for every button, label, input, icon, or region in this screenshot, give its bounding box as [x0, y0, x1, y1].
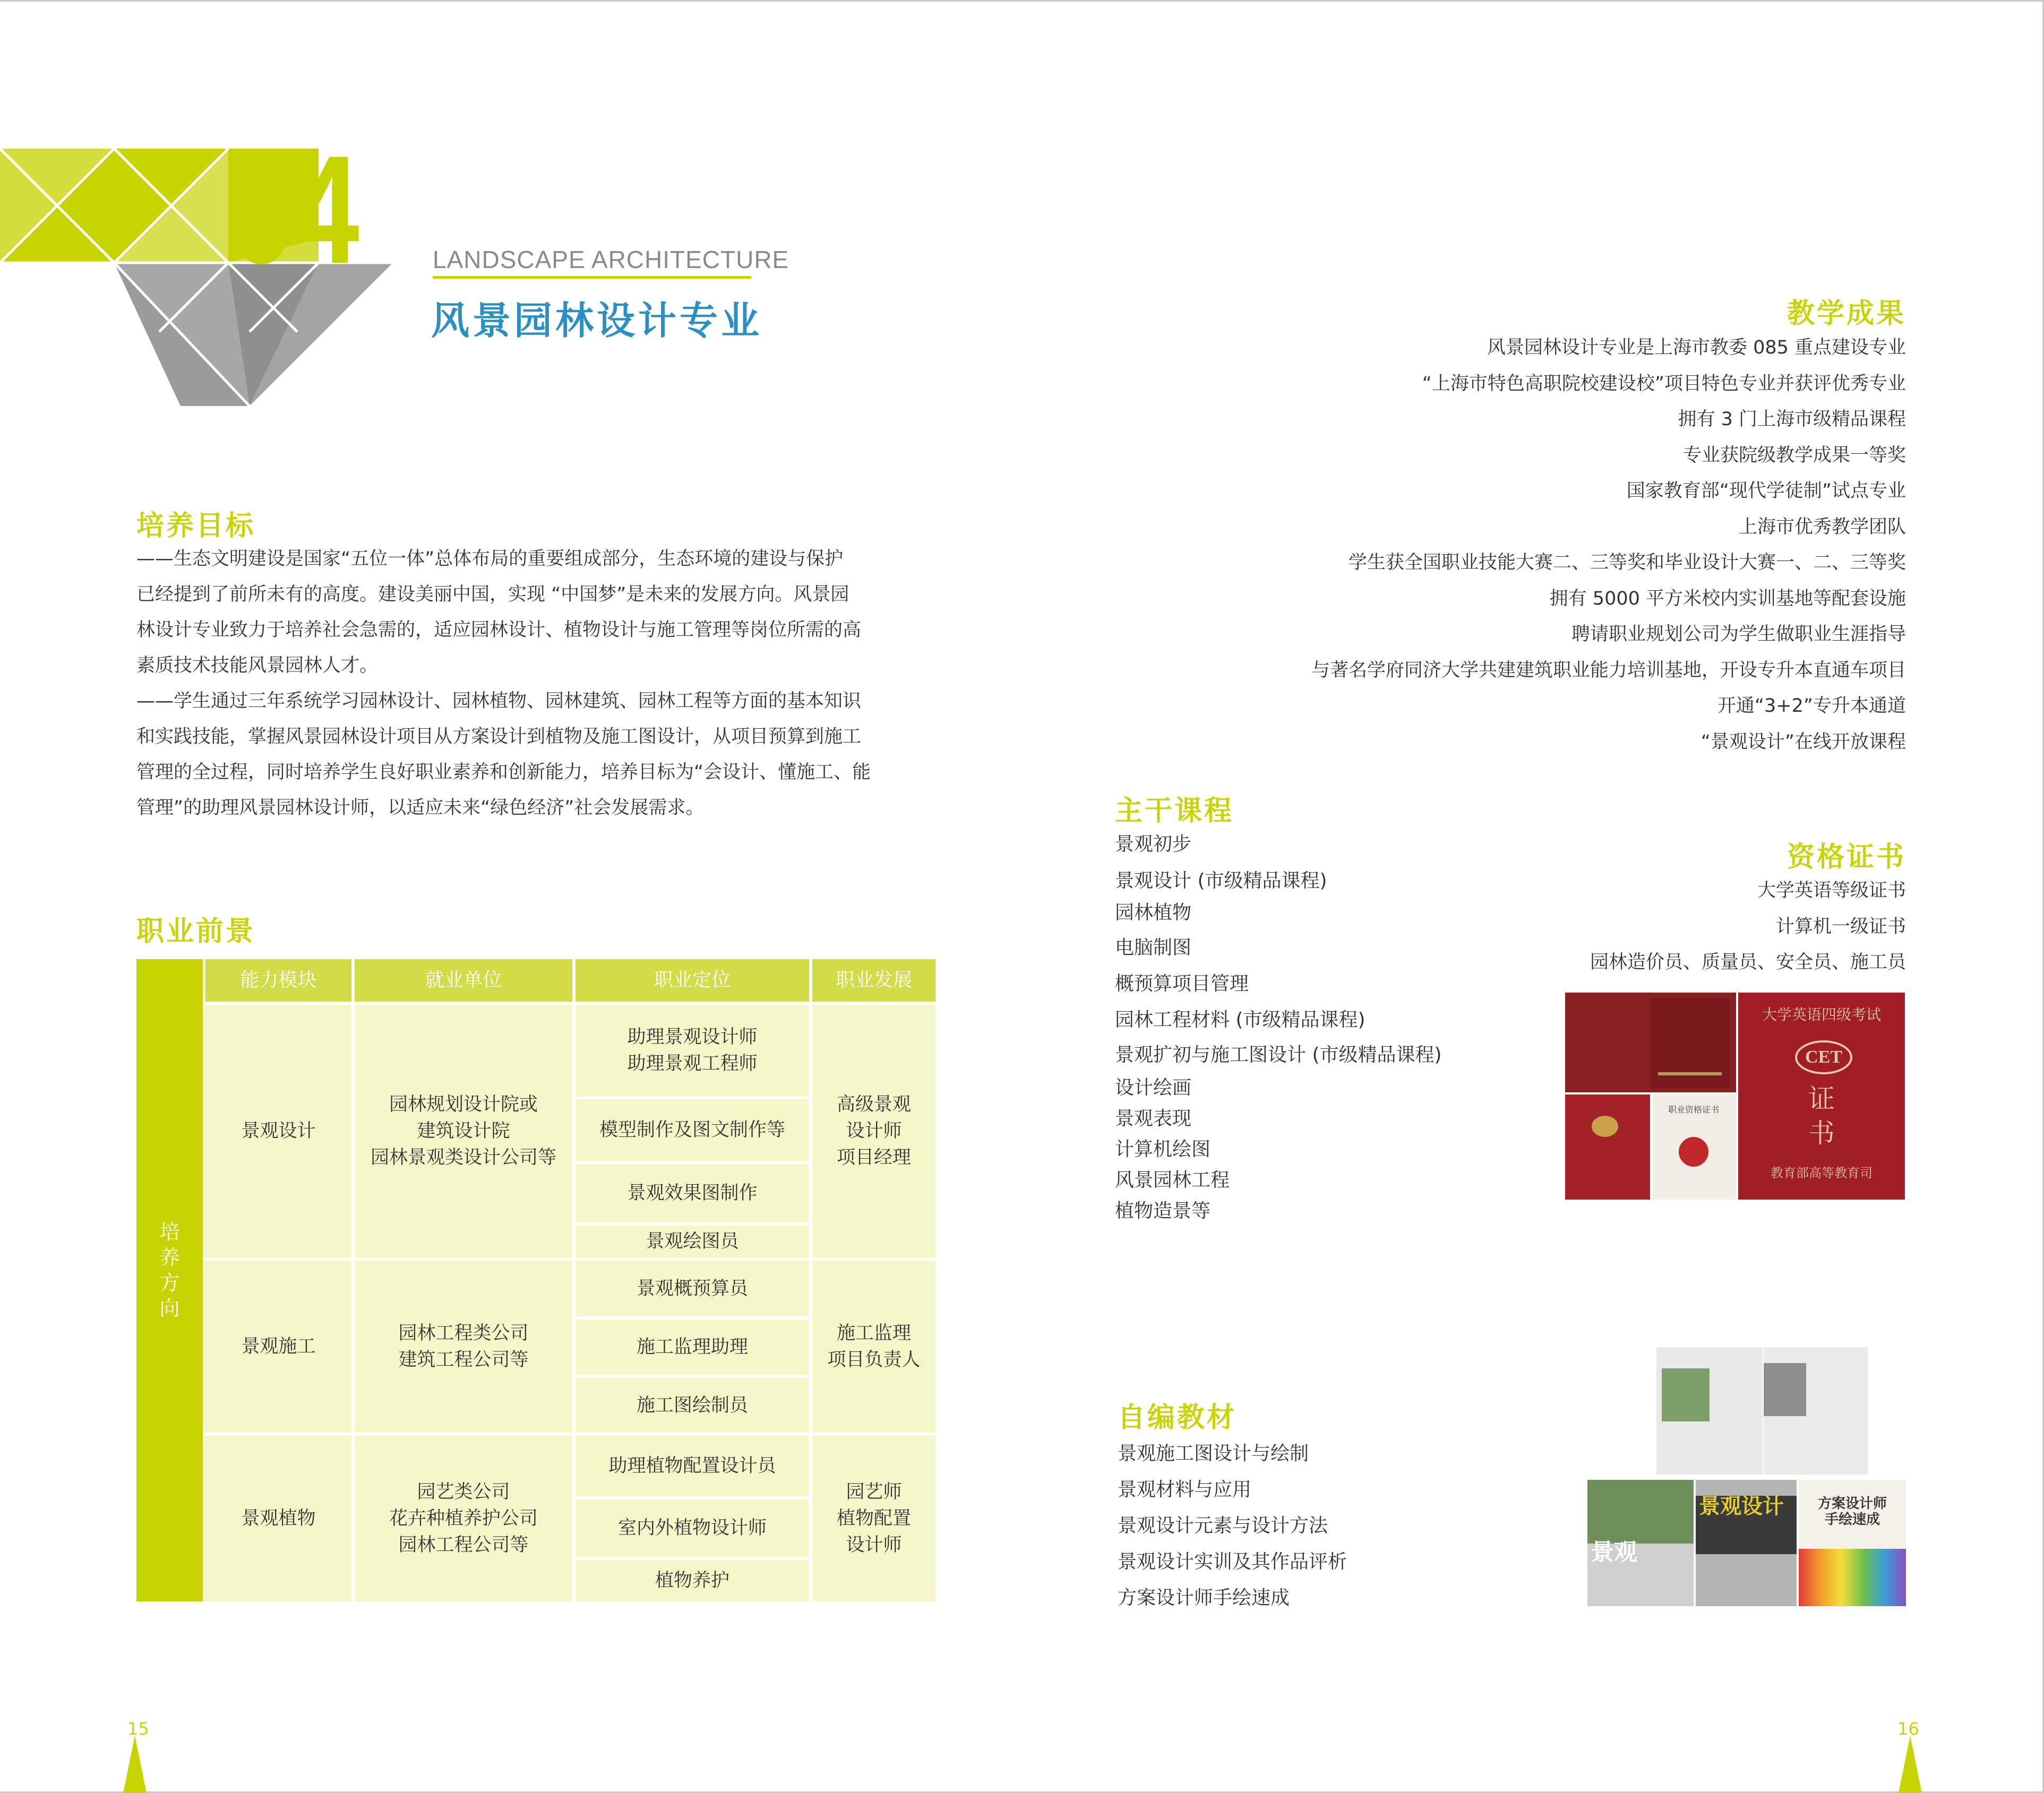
- title-rule: [433, 276, 751, 279]
- achievements-list: [1311, 330, 1906, 760]
- achievement-item: 聘请职业规划公司为学生做职业生涯指导: [1571, 624, 1906, 645]
- certificates-title: 资格证书: [1787, 841, 1906, 873]
- goals-line: 管理”的助理风景园林设计师，以适应未来“绿色经济”社会发展需求。: [136, 797, 705, 818]
- cert-inner-page: [1652, 1094, 1736, 1200]
- goals-line: 素质技术技能风景园林人才。: [136, 655, 379, 676]
- certificate-item: 园林造价员、质量员、安全员、施工员: [1590, 952, 1906, 973]
- goals-line: 管理的全过程，同时培养学生良好职业素养和创新能力，培养目标为“会设计、懂施工、能: [136, 762, 871, 783]
- cert-cover-red: [1565, 993, 1736, 1092]
- book2-title: 景观设计: [1699, 1494, 1784, 1519]
- page-marker-right: [1899, 1736, 1922, 1793]
- course-item: 景观初步: [1115, 833, 1192, 855]
- cell-module: 景观设计: [241, 1120, 316, 1142]
- table-header-employer: 就业单位: [355, 959, 572, 1002]
- achievement-item: “上海市特色高职院校建设校”项目特色专业并获评优秀专业: [1422, 373, 1906, 394]
- textbook-item: 景观设计实训及其作品评析: [1118, 1551, 1347, 1573]
- courses-title: 主干课程: [1115, 795, 1234, 827]
- goals-line: ——学生通过三年系统学习园林设计、园林植物、园林建筑、园林工程等方面的基本知识: [136, 691, 862, 712]
- cell-employer: 园艺类公司 花卉种植养护公司 园林工程公司等: [389, 1481, 538, 1556]
- book-cover: [1656, 1347, 1763, 1475]
- textbook-item: 景观材料与应用: [1118, 1479, 1252, 1501]
- page-border-top: [0, 0, 2044, 2]
- book3-title: 方案设计师 手绘速成: [1817, 1496, 1887, 1528]
- textbooks-photo: [1587, 1347, 1906, 1606]
- certificates-list: [1590, 873, 1906, 981]
- certificate-item: 大学英语等级证书: [1757, 880, 1906, 901]
- achievement-item: 拥有 3 门上海市级精品课程: [1678, 409, 1906, 430]
- cet-cover-title: 大学英语四级考试: [1762, 1006, 1881, 1023]
- book-cover-jingguan: [1587, 1480, 1694, 1606]
- textbook-item: 景观施工图设计与绘制: [1118, 1443, 1309, 1464]
- goals-line: 林设计专业致力于培养社会急需的，适应园林设计、植物设计与施工管理等岗位所需的高: [136, 619, 862, 641]
- cell-position: 景观绘图员: [646, 1231, 739, 1252]
- side-label-text: 培养方向: [159, 1220, 180, 1320]
- cell-position: 模型制作及图文制作等: [599, 1119, 785, 1141]
- cert-cover-red-small: [1565, 1094, 1650, 1200]
- achievement-item: “景观设计”在线开放课程: [1701, 731, 1906, 753]
- course-item: 设计绘画: [1115, 1077, 1192, 1099]
- cell-position: 施工监理助理: [636, 1337, 748, 1358]
- cell-position: 景观概预算员: [636, 1278, 748, 1299]
- certificates-photo: [1565, 993, 1905, 1200]
- cet-org: 教育部高等教育司: [1771, 1166, 1873, 1180]
- cell-position: 施工图绘制员: [636, 1394, 748, 1416]
- page-marker-left: [123, 1736, 147, 1793]
- course-item: 计算机绘图: [1115, 1139, 1211, 1160]
- cell-position: 景观效果图制作: [627, 1183, 758, 1204]
- book-cover-handdrawing: [1799, 1480, 1906, 1606]
- course-item: 风景园林工程: [1115, 1169, 1230, 1191]
- achievement-item: 学生获全国职业技能大赛二、三等奖和毕业设计大赛一、二、三等奖: [1348, 552, 1906, 573]
- cell-development: 园艺师 植物配置 设计师: [836, 1481, 911, 1556]
- cell-module: 景观施工: [241, 1336, 316, 1357]
- cet-logo: CET: [1795, 1040, 1852, 1074]
- cell-position: 助理植物配置设计员: [608, 1455, 776, 1477]
- achievements-title: 教学成果: [1787, 298, 1906, 330]
- cell-module: 景观植物: [241, 1508, 316, 1529]
- course-item: 园林工程材料 (市级精品课程): [1115, 1009, 1365, 1031]
- section-subtitle-en: LANDSCAPE ARCHITECTURE: [433, 246, 789, 273]
- book-cover-design: [1696, 1480, 1797, 1606]
- achievement-item: 上海市优秀教学团队: [1738, 516, 1906, 538]
- course-item: 概预算项目管理: [1115, 973, 1249, 995]
- goals-line: 和实践技能，掌握风景园林设计项目从方案设计到植物及施工图设计，从项目预算到施工: [136, 726, 862, 747]
- career-table: [136, 959, 935, 1601]
- section-number: 04: [228, 124, 357, 296]
- cet-certificate-cover: [1738, 993, 1905, 1200]
- goals-title: 培养目标: [136, 510, 256, 542]
- course-item: 景观表现: [1115, 1108, 1192, 1130]
- cell-position: 助理景观设计师 助理景观工程师: [627, 1027, 758, 1074]
- cell-position: 植物养护: [655, 1570, 729, 1591]
- textbook-item: 方案设计师手绘速成: [1118, 1587, 1290, 1609]
- achievement-item: 国家教育部“现代学徒制”试点专业: [1626, 480, 1906, 502]
- courses-list: [1115, 829, 1442, 1226]
- cet-word-1: 证: [1808, 1083, 1835, 1114]
- career-title: 职业前景: [136, 916, 256, 947]
- course-item: 园林植物: [1115, 902, 1192, 924]
- table-side-label: [136, 1219, 203, 1321]
- cell-employer: 园林工程类公司 建筑工程公司等: [398, 1323, 529, 1370]
- goals-paragraph: [136, 541, 943, 826]
- table-header-module: 能力模块: [205, 959, 351, 1002]
- textbook-item: 景观设计元素与设计方法: [1118, 1515, 1328, 1537]
- certificate-item: 计算机一级证书: [1775, 916, 1906, 937]
- table-header-position: 职业定位: [576, 959, 809, 1002]
- section-title-cn: 风景园林设计专业: [431, 298, 763, 343]
- textbooks-title: 自编教材: [1118, 1402, 1237, 1434]
- cell-position: 室内外植物设计师: [617, 1518, 767, 1539]
- goals-line: ——生态文明建设是国家“五位一体”总体布局的重要组成部分，生态环境的建设与保护: [136, 548, 844, 570]
- achievement-item: 拥有 5000 平方米校内实训基地等配套设施: [1549, 588, 1906, 609]
- table-header-development: 职业发展: [812, 959, 935, 1002]
- page-number-right: 16: [1897, 1719, 1919, 1739]
- textbooks-list: [1118, 1436, 1347, 1616]
- achievement-item: 风景园林设计专业是上海市教委 085 重点建设专业: [1487, 337, 1906, 358]
- cet-word-2: 书: [1808, 1118, 1835, 1149]
- course-item: 植物造景等: [1115, 1200, 1211, 1222]
- book1-title: 景观: [1591, 1539, 1637, 1566]
- achievement-item: 专业获院级教学成果一等奖: [1682, 444, 1906, 466]
- page-number-left: 15: [127, 1719, 149, 1739]
- course-item: 景观设计 (市级精品课程): [1115, 870, 1327, 892]
- achievement-item: 与著名学府同济大学共建建筑职业能力培训基地，开设专升本直通车项目: [1311, 659, 1906, 681]
- course-item: 电脑制图: [1115, 937, 1192, 959]
- goals-line: 已经提到了前所未有的高度。建设美丽中国，实现 “中国梦”是未来的发展方向。风景园: [136, 584, 849, 605]
- cell-employer: 园林规划设计院或 建筑设计院 园林景观类设计公司等: [370, 1094, 556, 1168]
- cert-small-text: 职业资格证书: [1668, 1105, 1719, 1115]
- cell-development: 施工监理 项目负责人: [827, 1323, 921, 1370]
- cell-development: 高级景观 设计师 项目经理: [836, 1094, 911, 1168]
- course-item: 景观扩初与施工图设计 (市级精品课程): [1115, 1044, 1442, 1066]
- achievement-item: 开通“3+2”专升本通道: [1717, 695, 1906, 717]
- book-cover: [1764, 1347, 1868, 1475]
